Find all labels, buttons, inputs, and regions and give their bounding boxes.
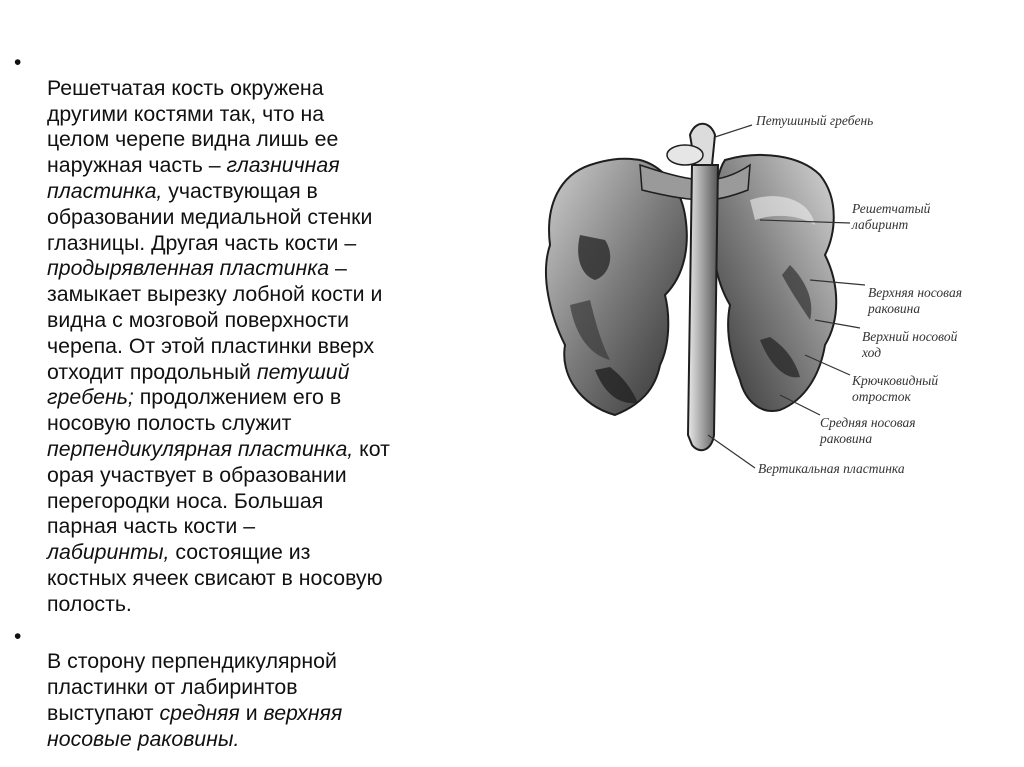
text-segment: – замыкает вырезку лобной кости и видна с мозговой поверхности черепа. От этой пластинки вверх отходит продольный — [47, 256, 383, 384]
bullet-text — [47, 624, 514, 753]
label-superior-nasal-meatus: Верхний носовой ход — [862, 329, 958, 360]
bullet-marker: • — [14, 51, 22, 74]
text-segment: и — [239, 700, 264, 725]
text-segment: Решетчатая кость окружена другими костями так, что на целом черепе видна лишь ее наружная часть – — [47, 75, 339, 178]
text-segment: продолжением его в носовую полость служит — [47, 385, 342, 436]
term-cribriform-plate: продырявленная пластинка — [47, 256, 330, 281]
text-segment: В сторону перпендикулярной пластинки от лабиринтов выступают — [47, 649, 337, 725]
bullet-marker: • — [14, 624, 22, 648]
bullet-item-2 — [14, 624, 514, 753]
label-vertical-plate: Вертикальная пластинка — [758, 461, 905, 476]
label-crista-galli: Петушиный гребень — [756, 113, 874, 128]
term-perpendicular-plate: перпендикулярная пластинка, — [47, 436, 354, 461]
term-orbital-plate: глазничная пластинка, — [47, 153, 340, 203]
label-uncinate-process: Крючковидный отросток — [852, 373, 939, 404]
label-superior-nasal-concha: Верхняя носовая раковина — [868, 285, 962, 316]
perpendicular-plate — [688, 165, 718, 450]
term-superior-conchae: верхняя носовые раковины. — [47, 700, 343, 751]
text-column — [14, 50, 514, 759]
term-middle: средняя — [159, 700, 240, 725]
text-segment: кот орая участвует в образовании перегородки носа. Большая парная часть кости – — [47, 436, 390, 539]
term-labyrinths: лабиринты, — [47, 540, 170, 565]
text-segment: участвующая в образовании медиальной стенки глазницы. Другая часть кости – — [47, 178, 373, 255]
bullet-text — [47, 50, 514, 618]
label-middle-nasal-concha: Средняя носовая раковина — [820, 415, 916, 446]
text-segment: состоящие из костных ячеек свисают в носовую полость. — [47, 540, 383, 616]
label-ethmoid-labyrinth: Решетчатый лабиринт — [852, 201, 931, 232]
term-crista-galli: петуший гребень; — [47, 359, 350, 410]
bullet-item-1 — [14, 50, 514, 618]
ethmoid-bone-figure — [520, 105, 1020, 485]
